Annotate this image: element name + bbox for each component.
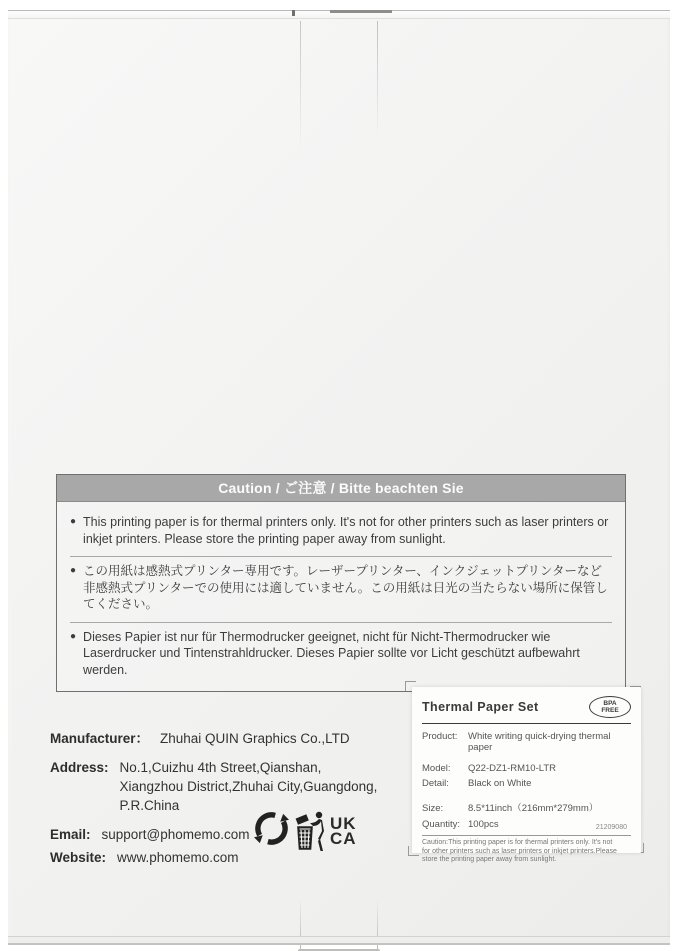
- bpa-badge-line1: BPA: [603, 700, 617, 707]
- email-row: [50, 825, 430, 848]
- compliance-marks: [254, 809, 366, 855]
- sticker-divider: [422, 835, 631, 836]
- sticker-header: [422, 696, 631, 718]
- caution-item-english: [70, 508, 612, 556]
- bullet-icon: ●: [70, 516, 77, 527]
- address-label: Address:: [50, 760, 109, 775]
- website-label: Website:: [50, 850, 107, 865]
- quantity-value: 100pcs: [468, 819, 499, 830]
- caution-text-german: Dieses Papier ist nur für Thermodrucker geeignet, nicht für Nicht-Thermodrucker wie Laserdrucker und Tintenstrahldrucker. Dieses Papier sollte vor Licht geschützt aufbewahrt werden.: [83, 629, 580, 677]
- box-top-edge-shadow: [330, 10, 392, 13]
- model-value: Q22-DZ1-RM10-LTR: [468, 763, 556, 774]
- sticker-field-size: [422, 803, 631, 814]
- sticker-field-detail: [422, 778, 631, 789]
- size-value: 8.5*11inch（216mm*279mm）: [468, 803, 599, 814]
- ukca-line-ca: CA: [330, 829, 357, 848]
- manufacturer-value: Zhuhai QUIN Graphics Co.,LTD: [160, 731, 350, 746]
- website-row: [50, 848, 430, 867]
- caution-item-german: [70, 622, 612, 688]
- detail-value: Black on White: [468, 778, 532, 789]
- manufacturer-info-block: [50, 729, 430, 867]
- address-row: [50, 758, 430, 815]
- quantity-label: Quantity:: [422, 819, 461, 830]
- sticker-field-model: [422, 763, 631, 774]
- sticker-field-product: [422, 731, 631, 753]
- caution-text-japanese: この用紙は感熱式プリンター専用です。レーザープリンター、インクジェットプリンターなど非感熱式プリンターでの使用には適していません。この用紙は日光の当たらない場所に保管してください。: [83, 564, 608, 611]
- detail-label: Detail:: [422, 778, 449, 789]
- product-value: White writing quick-drying thermal paper: [468, 731, 611, 753]
- bullet-icon: ●: [70, 630, 77, 642]
- ukca-mark: [330, 816, 357, 846]
- bpa-free-badge: [589, 696, 631, 718]
- manufacturer-row: [50, 729, 430, 748]
- caution-panel-title: Caution / ご注意 / Bitte beachten Sie: [57, 475, 625, 502]
- sticker-title-rule: [422, 723, 631, 724]
- bpa-badge-line2: FREE: [601, 707, 619, 714]
- sticker-serial-number: 21209080: [595, 824, 627, 831]
- product-label-sticker: [412, 687, 641, 864]
- address-value: [120, 758, 378, 815]
- model-label: Model:: [422, 763, 451, 774]
- size-label: Size:: [422, 803, 444, 814]
- caution-panel: [56, 474, 626, 692]
- box-flap-notch: [292, 10, 295, 16]
- box-flap-crease: [377, 21, 378, 139]
- product-label: Product:: [422, 731, 458, 742]
- sticker-title: Thermal Paper Set: [422, 700, 539, 714]
- email-label: Email:: [50, 827, 91, 842]
- box-bottom-edge: [8, 936, 670, 945]
- ukca-line-uk: UK: [330, 814, 357, 833]
- address-line: No.1,Cuizhu 4th Street,Qianshan,: [119, 760, 322, 775]
- caution-text-english: This printing paper is for thermal printers only. It's not for other printers such as laser printers or inkjet printers. Please store the printing paper away from sunlight.: [83, 515, 609, 546]
- caution-panel-body: [57, 502, 625, 691]
- tidyman-dispose-icon: [295, 811, 325, 853]
- green-dot-recycle-icon: [254, 811, 289, 846]
- caution-item-japanese: [70, 556, 612, 622]
- address-line: Xiangzhou District,Zhuhai City,Guangdong,: [119, 779, 378, 794]
- email-value: support@phomemo.com: [101, 827, 250, 842]
- address-line: P.R.China: [119, 798, 180, 813]
- bullet-icon: ●: [70, 565, 77, 576]
- sticker-caution-text: Caution:This printing paper is for thermal printers only. It's not for other printers such as laser printers or inkjet printers.Please store the printing paper away from sunlight.: [422, 839, 617, 864]
- website-value: www.phomemo.com: [117, 850, 239, 865]
- box-flap-crease: [300, 21, 301, 151]
- manufacturer-label: Manufacturer：: [50, 731, 150, 746]
